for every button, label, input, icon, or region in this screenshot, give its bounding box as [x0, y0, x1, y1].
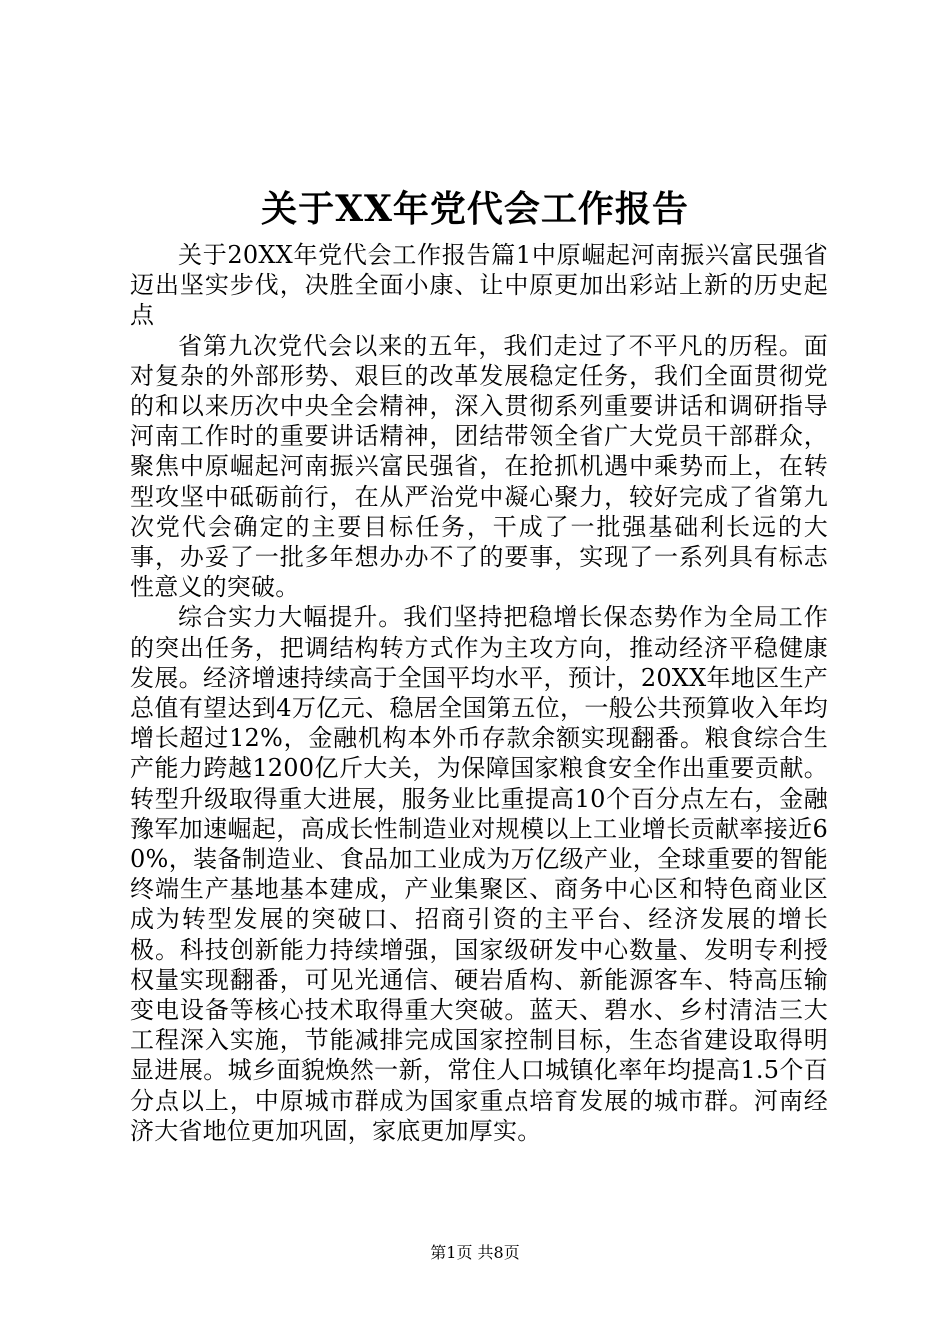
- page-footer: 第1页 共8页: [430, 1243, 520, 1262]
- paragraph-intro: 关于20XX年党代会工作报告篇1中原崛起河南振兴富民强省迈出坚实步伐，决胜全面小康、让中原更加出彩站上新的历史起点: [130, 241, 828, 330]
- document-body: [130, 240, 828, 1146]
- paragraph-review: 省第九次党代会以来的五年，我们走过了不平凡的历程。面对复杂的外部形势、艰巨的改革发展稳定任务，我们全面贯彻党的和以来历次中央全会精神，深入贯彻系列重要讲话和调研指导河南工作时的重要讲话精神，团结带领全省广大党员干部群众，聚焦中原崛起河南振兴富民强省，在抢抓机遇中乘势而上，在转型攻坚中砥砺前行，在从严治党中凝心聚力，较好完成了省第九次党代会确定的主要目标任务，干成了一批强基础利长远的大事，办妥了一批多年想办办不了的要事，实现了一系列具有标志性意义的突破。: [130, 331, 828, 602]
- document-title: 关于XX年党代会工作报告: [261, 188, 689, 230]
- paragraph-strength: 综合实力大幅提升。我们坚持把稳增长保态势作为全局工作的突出任务，把调结构转方式作为主攻方向，推动经济平稳健康发展。经济增速持续高于全国平均水平，预计，20XX年地区生产总值有望达到4万亿元、稳居全国第五位，一般公共预算收入年均增长超过12%，金融机构本外币存款余额实现翻番。粮食综合生产能力跨越1200亿斤大关，为保障国家粮食安全作出重要贡献。转型升级取得重大进展，服务业比重提高10个百分点左右，金融豫军加速崛起，高成长性制造业对规模以上工业增长贡献率接近60%，装备制造业、食品加工业成为万亿级产业，全球重要的智能终端生产基地基本建成，产业集聚区、商务中心区和特色商业区成为转型发展的突破口、招商引资的主平台、经济发展的增长极。科技创新能力持续增强，国家级研发中心数量、发明专利授权量实现翻番，可见光通信、硬岩盾构、新能源客车、特高压输变电设备等核心技术取得重大突破。蓝天、碧水、乡村清洁三大工程深入实施，节能减排完成国家控制目标，生态省建设取得明显进展。城乡面貌焕然一新，常住人口城镇化率年均提高1.5个百分点以上，中原城市群成为国家重点培育发展的城市群。河南经济大省地位更加巩固，家底更加厚实。: [130, 603, 828, 1145]
